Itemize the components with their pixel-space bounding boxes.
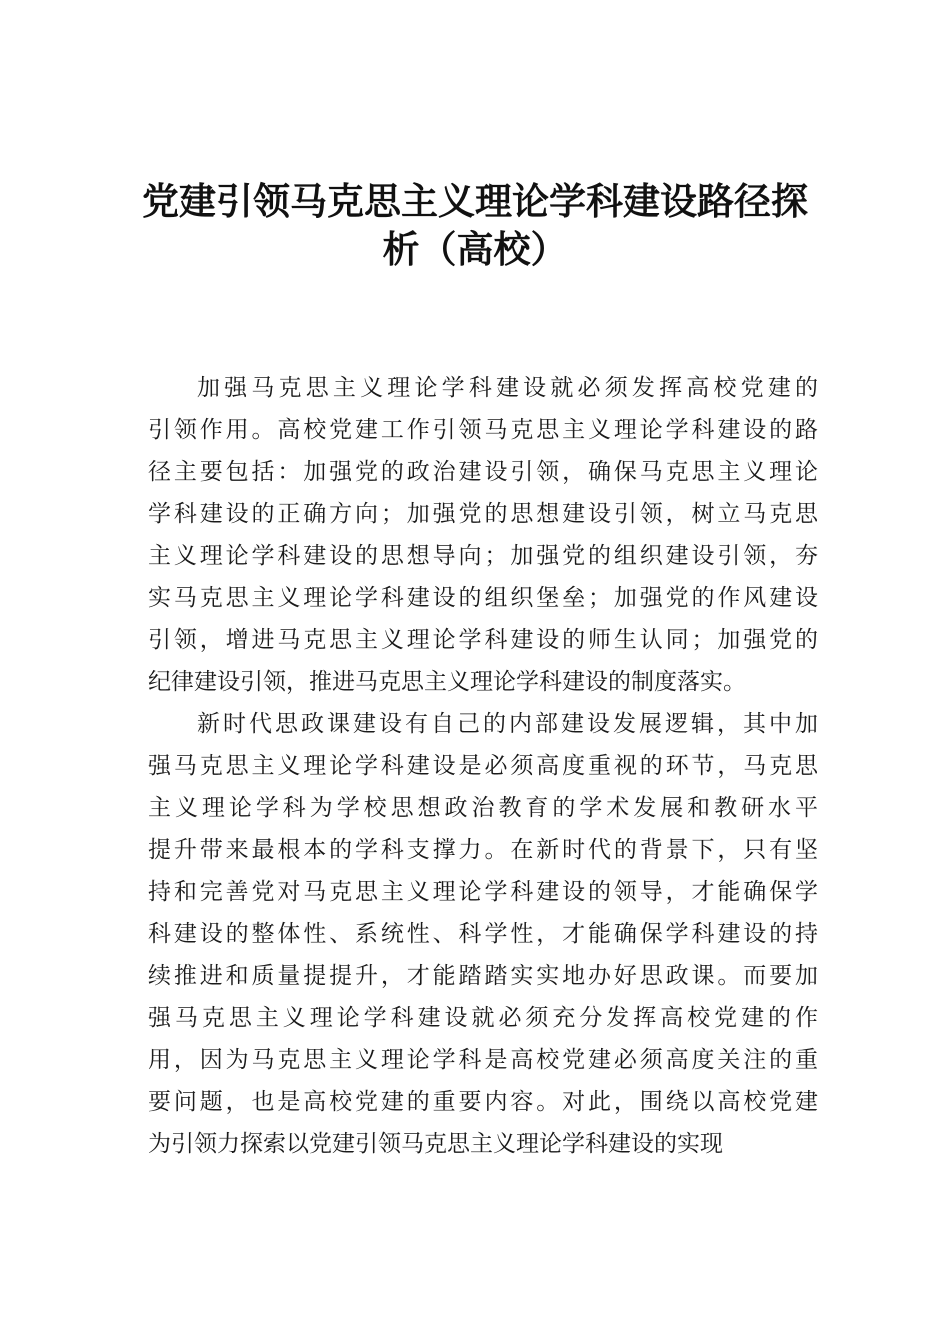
paragraph-1-line-1: 加强马克思主义理论学科建设就必须发挥高校党建的: [197, 375, 818, 401]
document-title-line-2: 析（高校）: [382, 227, 568, 271]
paragraph-1-line-5: 主义理论学科建设的思想导向；加强党的组织建设引领，夯: [148, 543, 818, 569]
paragraph-2-line-10: 要问题，也是高校党建的重要内容。对此，围绕以高校党建: [148, 1089, 818, 1115]
document-title-line-1: 党建引领马克思主义理论学科建设路径探: [142, 179, 808, 223]
paragraph-2-line-9: 用，因为马克思主义理论学科是高校党建必须高度关注的重: [148, 1047, 818, 1073]
paragraph-2-line-6: 科建设的整体性、系统性、科学性，才能确保学科建设的持: [148, 921, 818, 947]
paragraph-2-line-2: 强马克思主义理论学科建设是必须高度重视的环节，马克思: [148, 753, 818, 779]
paragraph-1-line-8: 纪律建设引领，推进马克思主义理论学科建设的制度落实。: [148, 669, 746, 695]
paragraph-2-line-1: 新时代思政课建设有自己的内部建设发展逻辑，其中加: [197, 711, 818, 737]
paragraph-2-line-11: 为引领力探索以党建引领马克思主义理论学科建设的实现: [148, 1131, 723, 1157]
paragraph-1-line-2: 引领作用。高校党建工作引领马克思主义理论学科建设的路: [148, 417, 818, 443]
paragraph-1-line-4: 学科建设的正确方向；加强党的思想建设引领，树立马克思: [148, 501, 818, 527]
paragraph-1-line-3: 径主要包括：加强党的政治建设引领，确保马克思主义理论: [148, 459, 818, 485]
paragraph-2-line-3: 主义理论学科为学校思想政治教育的学术发展和教研水平: [148, 795, 818, 821]
paragraph-2-line-8: 强马克思主义理论学科建设就必须充分发挥高校党建的作: [148, 1005, 818, 1031]
paragraph-2-line-4: 提升带来最根本的学科支撑力。在新时代的背景下，只有坚: [148, 837, 818, 863]
paragraph-2-line-7: 续推进和质量提提升，才能踏踏实实地办好思政课。而要加: [148, 963, 818, 989]
paragraph-1-line-6: 实马克思主义理论学科建设的组织堡垒；加强党的作风建设: [148, 585, 818, 611]
paragraph-2-line-5: 持和完善党对马克思主义理论学科建设的领导，才能确保学: [148, 879, 818, 905]
paragraph-1-line-7: 引领，增进马克思主义理论学科建设的师生认同；加强党的: [148, 627, 818, 653]
